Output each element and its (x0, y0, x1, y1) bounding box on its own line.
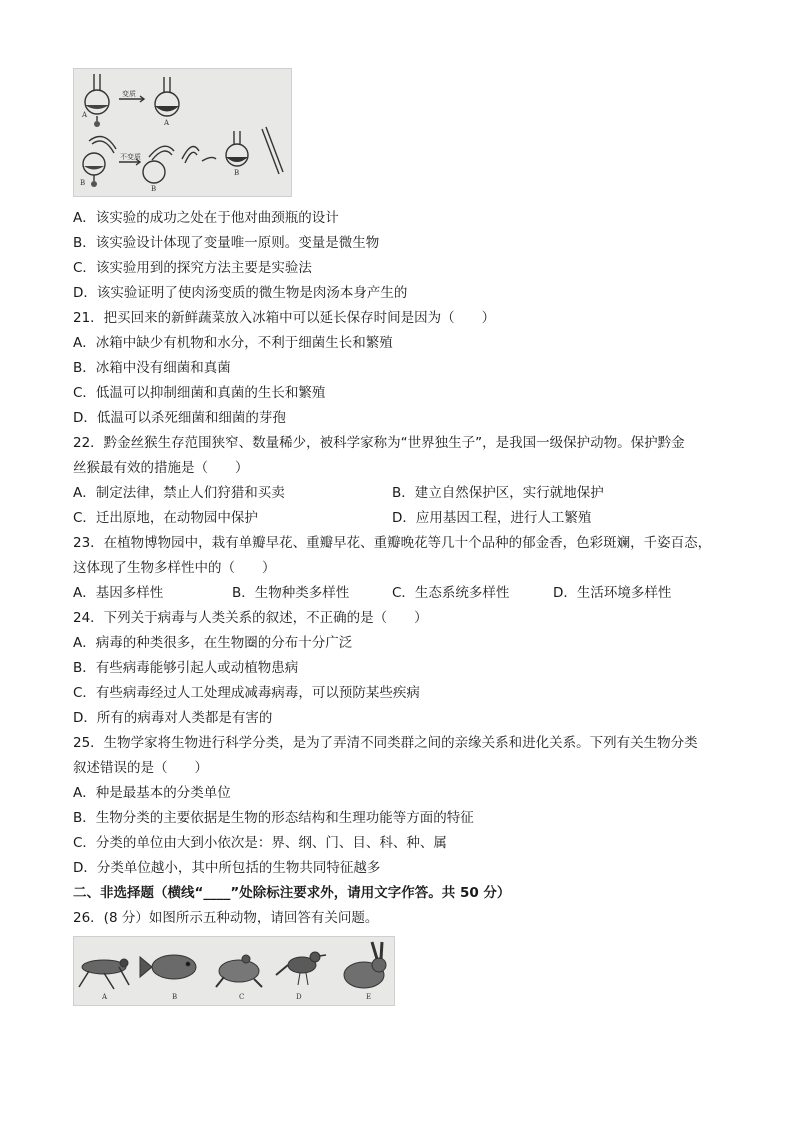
figure-label-b3: B (234, 169, 240, 177)
q21-option-b: B．冰箱中没有细菌和真菌 (73, 360, 231, 376)
q24-option-a: A．病毒的种类很多，在生物圈的分布十分广泛 (73, 635, 353, 651)
q20-option-c: C．该实验用到的探究方法主要是实验法 (73, 260, 312, 276)
q23-stem-line1: 23．在植物博物园中，栽有单瓣早花、重瓣早花、重瓣晚花等几十个品种的郁金香，色彩斑斓，千姿百态， (73, 535, 712, 551)
frog-icon (216, 955, 262, 987)
q23-option-a: A．基因多样性 (73, 585, 164, 601)
q20-option-d: D．该实验证明了使肉汤变质的微生物是肉汤本身产生的 (73, 285, 408, 301)
q22-stem-line1: 22．黔金丝猴生存范围狭窄、数量稀少，被科学家称为“世界独生子”，是我国一级保护动物。保护黔金 (73, 435, 685, 451)
q23-option-b: B．生物种类多样性 (232, 585, 350, 601)
rabbit-icon (344, 942, 386, 988)
animal-label-c: C (239, 993, 245, 1001)
q22-option-c: C．迁出原地，在动物园中保护 (73, 510, 258, 526)
q22-option-d: D．应用基因工程，进行人工繁殖 (392, 510, 592, 526)
figure-label-b: B (80, 179, 86, 187)
animal-label-e: E (366, 993, 372, 1001)
q24-stem: 24．下列关于病毒与人类关系的叙述，不正确的是（ ） (73, 610, 428, 626)
q21-option-c: C．低温可以抑制细菌和真菌的生长和繁殖 (73, 385, 326, 401)
q21-option-a: A．冰箱中缺少有机物和水分，不利于细菌生长和繁殖 (73, 335, 393, 351)
q25-stem-line2: 叙述错误的是（ ） (73, 760, 208, 776)
figure-arrow-label-2: 不变质 (120, 153, 141, 161)
animals-drawing (74, 937, 394, 1005)
q23-option-d: D．生活环境多样性 (553, 585, 672, 601)
swan-neck-flask-figure (73, 68, 292, 197)
q25-option-b: B．生物分类的主要依据是生物的形态结构和生理功能等方面的特征 (73, 810, 474, 826)
section-heading: 二、非选择题（横线“____”处除标注要求外，请用文字作答。共 50 分） (73, 885, 511, 901)
q22-option-a: A．制定法律，禁止人们狩猎和买卖 (73, 485, 285, 501)
q20-option-b: B．该实验设计体现了变量唯一原则。变量是微生物 (73, 235, 380, 251)
q22-stem-line2: 丝猴最有效的措施是（ ） (73, 460, 249, 476)
q23-stem-line2: 这体现了生物多样性中的（ ） (73, 560, 276, 576)
q21-option-d: D．低温可以杀死细菌和细菌的芽孢 (73, 410, 286, 426)
figure-arrow-label-1: 变质 (122, 90, 136, 98)
q25-option-d: D．分类单位越小，其中所包括的生物共同特征越多 (73, 860, 381, 876)
q20-option-a: A．该实验的成功之处在于他对曲颈瓶的设计 (73, 210, 339, 226)
q25-option-a: A．种是最基本的分类单位 (73, 785, 231, 801)
figure-label-a-after: A (164, 119, 170, 127)
animal-label-a: A (102, 993, 108, 1001)
q26-stem: 26．(8 分）如图所示五种动物，请回答有关问题。 (73, 910, 379, 926)
animals-figure (73, 936, 395, 1006)
q25-option-c: C．分类的单位由大到小依次是：界、纲、门、目、科、种、属 (73, 835, 447, 851)
flask-diagram (74, 69, 291, 196)
q25-stem-line1: 25．生物学家将生物进行科学分类，是为了弄清不同类群之间的亲缘关系和进化关系。下列有关生物分类 (73, 735, 698, 751)
fish-icon (140, 955, 196, 979)
q21-stem: 21．把买回来的新鲜蔬菜放入冰箱中可以延长保存时间是因为（ ） (73, 310, 496, 326)
q23-option-c: C．生态系统多样性 (392, 585, 510, 601)
q24-option-b: B．有些病毒能够引起人或动植物患病 (73, 660, 299, 676)
animal-label-b: B (172, 993, 178, 1001)
animal-label-d: D (296, 993, 302, 1001)
grasshopper-icon (79, 959, 129, 989)
q24-option-c: C．有些病毒经过人工处理成减毒病毒，可以预防某些疾病 (73, 685, 420, 701)
figure-label-a: A (82, 111, 88, 119)
q24-option-d: D．所有的病毒对人类都是有害的 (73, 710, 273, 726)
q22-option-b: B．建立自然保护区，实行就地保护 (392, 485, 604, 501)
figure-label-b2: B (151, 185, 157, 193)
bird-icon (276, 952, 326, 985)
